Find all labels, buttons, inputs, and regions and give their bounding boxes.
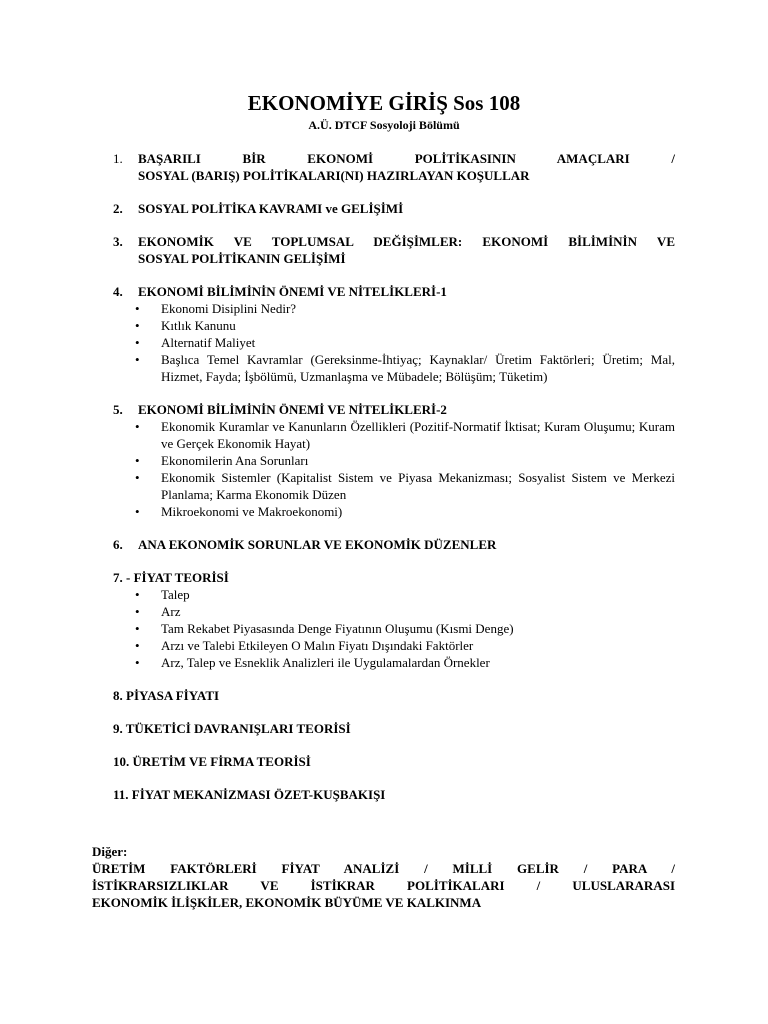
bullet-list xyxy=(113,300,675,385)
bullet-icon: • xyxy=(135,638,140,653)
list-item: • Kıtlık Kanunu xyxy=(135,318,236,333)
section-11 xyxy=(113,786,675,803)
bullet-icon: • xyxy=(135,335,140,350)
bullet-icon: • xyxy=(135,352,140,367)
list-item: • Arz, Talep ve Esneklik Analizleri ile Uygulamalardan Örnekler xyxy=(135,655,490,670)
section-10 xyxy=(113,753,675,770)
other-topics xyxy=(92,843,675,911)
other-line: ÜRETİM FAKTÖRLERİ FİYAT ANALİZİ / MİLLİ GELİR / PARA / xyxy=(92,861,675,876)
section-8 xyxy=(113,687,675,704)
section-4 xyxy=(113,283,675,385)
section-heading: 8. PİYASA FİYATI xyxy=(113,688,220,703)
section-heading: 11. FİYAT MEKANİZMASI ÖZET-KUŞBAKIŞI xyxy=(113,787,386,802)
section-heading: SOSYAL (BARIŞ) POLİTİKALARI(NI) HAZIRLAYAN KOŞULLAR xyxy=(138,168,530,183)
section-heading: BAŞARILI BİR EKONOMİ POLİTİKASININ AMAÇLARI / xyxy=(138,151,675,166)
section-7 xyxy=(113,569,675,671)
list-item: • Arzı ve Talebi Etkileyen O Malın Fiyatı Dışındaki Faktörler xyxy=(135,638,474,653)
list-item: • Talep xyxy=(135,587,190,602)
section-heading: EKONOMİ BİLİMİNİN ÖNEMİ VE NİTELİKLERİ-1 xyxy=(138,284,447,299)
section-6 xyxy=(113,536,675,553)
bullet-icon: • xyxy=(135,504,140,519)
page-subtitle: A.Ü. DTCF Sosyoloji Bölümü xyxy=(308,118,460,132)
list-item: • Tam Rekabet Piyasasında Denge Fiyatının Oluşumu (Kısmi Denge) xyxy=(135,621,514,636)
bullet-list xyxy=(113,418,675,520)
list-item: • Alternatif Maliyet xyxy=(135,335,256,350)
list-item: • Ekonomi Disiplini Nedir? xyxy=(135,301,297,316)
bullet-icon: • xyxy=(135,655,140,670)
section-1 xyxy=(113,150,675,184)
list-item: • Ekonomik Kuramlar ve Kanunların Özellikleri (Pozitif-Normatif İktisat; Kuram Oluşumu; Kuram ve Gerçek Ekonomik Hayat) xyxy=(135,419,675,451)
list-item: • Başlıca Temel Kavramlar (Gereksinme-İhtiyaç; Kaynaklar/ Üretim Faktörleri; Üretim; Mal, Hizmet, Fayda; İşbölümü, Uzmanlaşma ve Mübadele; Bölüşüm; Tüketim) xyxy=(135,352,675,384)
list-item: • Arz xyxy=(135,604,181,619)
bullet-list xyxy=(113,586,675,671)
list-item: • Ekonomilerin Ana Sorunları xyxy=(135,453,309,468)
bullet-icon: • xyxy=(135,621,140,636)
section-number: 4. xyxy=(113,284,123,299)
section-heading: 7. - FİYAT TEORİSİ xyxy=(113,570,229,585)
section-number: 3. xyxy=(113,234,123,249)
bullet-icon: • xyxy=(135,470,140,485)
section-5 xyxy=(113,401,675,520)
bullet-icon: • xyxy=(135,587,140,602)
syllabus-list xyxy=(113,150,675,819)
section-number: 5. xyxy=(113,402,123,417)
section-number: 2. xyxy=(113,201,123,216)
section-heading: SOSYAL POLİTİKANIN GELİŞİMİ xyxy=(138,251,346,266)
page-title: EKONOMİYE GİRİŞ Sos 108 xyxy=(247,91,521,115)
other-label: Diğer: xyxy=(92,844,128,859)
section-heading: 9. TÜKETİCİ DAVRANIŞLARI TEORİSİ xyxy=(113,721,351,736)
section-heading: SOSYAL POLİTİKA KAVRAMI ve GELİŞİMİ xyxy=(138,201,404,216)
section-heading: EKONOMİK VE TOPLUMSAL DEĞİŞİMLER: EKONOMİ BİLİMİNİN VE xyxy=(138,234,675,249)
list-item: • Ekonomik Sistemler (Kapitalist Sistem ve Piyasa Mekanizması; Sosyalist Sistem ve Merkezi Planlama; Karma Ekonomik Düzen xyxy=(135,470,675,502)
list-item: • Mikroekonomi ve Makroekonomi) xyxy=(135,504,343,519)
section-heading: ANA EKONOMİK SORUNLAR VE EKONOMİK DÜZENLER xyxy=(138,537,497,552)
bullet-icon: • xyxy=(135,318,140,333)
section-3 xyxy=(113,233,675,267)
section-9 xyxy=(113,720,675,737)
section-number: 1. xyxy=(113,151,123,166)
bullet-icon: • xyxy=(135,419,140,434)
section-heading: EKONOMİ BİLİMİNİN ÖNEMİ VE NİTELİKLERİ-2 xyxy=(138,402,447,417)
section-number: 6. xyxy=(113,537,123,552)
other-line: EKONOMİK İLİŞKİLER, EKONOMİK BÜYÜME VE KALKINMA xyxy=(92,895,482,910)
bullet-icon: • xyxy=(135,604,140,619)
bullet-icon: • xyxy=(135,301,140,316)
section-heading: 10. ÜRETİM VE FİRMA TEORİSİ xyxy=(113,754,311,769)
bullet-icon: • xyxy=(135,453,140,468)
other-line: İSTİKRARSIZLIKLAR VE İSTİKRAR POLİTİKALARI / ULUSLARARASI xyxy=(92,878,675,893)
section-2 xyxy=(113,200,675,217)
